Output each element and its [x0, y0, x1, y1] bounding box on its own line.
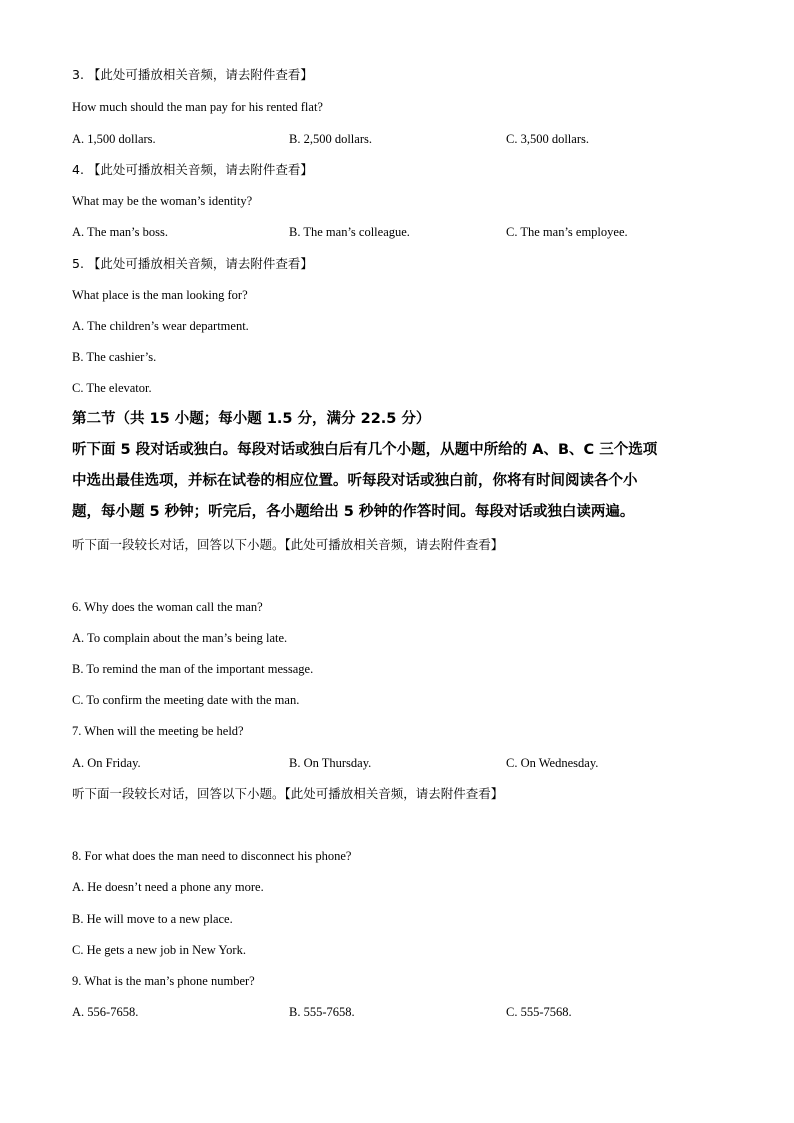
q8-option-b: B. He will move to a new place. [72, 912, 233, 926]
q5-option-b: B. The cashier’s. [72, 350, 157, 364]
q8-option-a: A. He doesn’t need a phone any more. [72, 880, 264, 894]
q5-option-c: C. The elevator. [72, 381, 152, 395]
q4-option-a: A. The man’s boss. [72, 225, 168, 239]
q7-question: 7. When will the meeting be held? [72, 724, 244, 738]
q3-header: 3. 【此处可播放相关音频，请去附件查看】 [72, 67, 313, 82]
q5-header: 5. 【此处可播放相关音频，请去附件查看】 [72, 256, 313, 271]
section2-instruction-line: 中选出最佳选项，并标在试卷的相应位置。听每段对话或独白前，你将有时间阅读各个小 [72, 473, 638, 489]
q3-option-a: A. 1,500 dollars. [72, 132, 156, 146]
q6-option-b: B. To remind the man of the important message. [72, 662, 314, 676]
q9-option-c: C. 555-7568. [506, 1005, 572, 1019]
q6-option-c: C. To confirm the meeting date with the man. [72, 693, 300, 707]
q6-option-a: A. To complain about the man’s being late. [72, 631, 288, 645]
q8-question: 8. For what does the man need to disconnect his phone? [72, 849, 352, 863]
q3-question: How much should the man pay for his rented flat? [72, 100, 323, 114]
q9-option-b: B. 555-7658. [289, 1005, 355, 1019]
section2-instruction-line: 题，每小题 5 秒钟；听完后，各小题给出 5 秒钟的作答时间。每段对话或独白读两遍。 [72, 504, 635, 520]
dialog2-intro: 听下面一段较长对话，回答以下小题。【此处可播放相关音频，请去附件查看】 [72, 786, 504, 801]
q5-option-a: A. The children’s wear department. [72, 319, 249, 333]
q3-option-b: B. 2,500 dollars. [289, 132, 372, 146]
q7-option-a: A. On Friday. [72, 756, 141, 770]
q9-question: 9. What is the man’s phone number? [72, 974, 255, 988]
q7-option-c: C. On Wednesday. [506, 756, 599, 770]
section2-title: 第二节（共 15 小题；每小题 1.5 分，满分 22.5 分） [72, 411, 431, 427]
q3-option-c: C. 3,500 dollars. [506, 132, 589, 146]
q9-option-a: A. 556-7658. [72, 1005, 139, 1019]
q4-question: What may be the woman’s identity? [72, 194, 253, 208]
q7-option-b: B. On Thursday. [289, 756, 372, 770]
q4-option-c: C. The man’s employee. [506, 225, 628, 239]
section2-instruction-line: 听下面 5 段对话或独白。每段对话或独白后有几个小题，从题中所给的 A、B、C 三个选项 [72, 442, 658, 458]
q8-option-c: C. He gets a new job in New York. [72, 943, 246, 957]
q6-question: 6. Why does the woman call the man? [72, 600, 263, 614]
q4-header: 4. 【此处可播放相关音频，请去附件查看】 [72, 162, 313, 177]
dialog1-intro: 听下面一段较长对话，回答以下小题。【此处可播放相关音频，请去附件查看】 [72, 537, 504, 552]
q4-option-b: B. The man’s colleague. [289, 225, 410, 239]
section2-instructions [72, 435, 722, 528]
q5-question: What place is the man looking for? [72, 288, 248, 302]
